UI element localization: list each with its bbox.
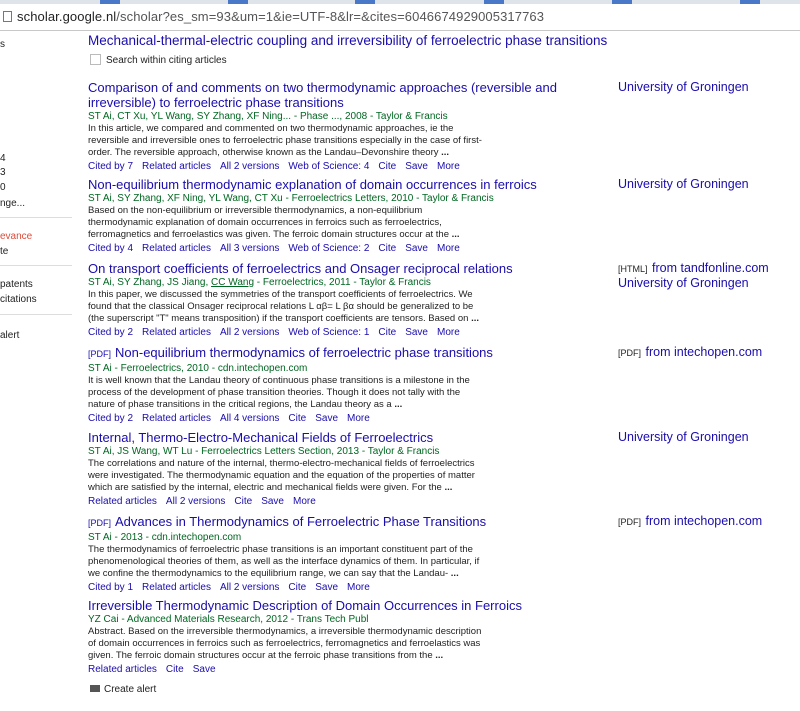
side-link-text: from intechopen.com: [645, 514, 763, 528]
sidebar-divider: [0, 314, 72, 315]
result-authors: ST Ai, CT Xu, YL Wang, SY Zhang, XF Ning... - Phase ..., 2008 - Taylor & Francis: [88, 111, 448, 122]
versions-link[interactable]: All 3 versions: [219, 243, 280, 254]
cited-by-link[interactable]: Cited by 2: [88, 413, 134, 424]
related-articles-link[interactable]: Related articles: [88, 496, 157, 507]
result-item: [88, 177, 613, 255]
result-item: [88, 80, 613, 173]
cite-link[interactable]: Cite: [234, 496, 253, 507]
format-tag: [PDF]: [618, 348, 642, 358]
cite-link[interactable]: Cite: [378, 243, 397, 254]
left-sidebar: [0, 31, 80, 711]
result-title[interactable]: [88, 345, 613, 362]
result-title[interactable]: [88, 514, 613, 531]
snippet-ellipsis: ...: [394, 399, 403, 410]
snippet-ellipsis: ...: [441, 147, 450, 158]
result-authors: ST Ai - Ferroelectrics, 2010 - cdn.intechopen.com: [88, 363, 308, 374]
related-articles-link[interactable]: Related articles: [142, 582, 211, 593]
result-side-link[interactable]: [618, 261, 769, 276]
format-tag: [HTML]: [618, 264, 648, 274]
result-item: [88, 261, 613, 339]
result-links: [88, 412, 613, 425]
more-link[interactable]: More: [347, 413, 370, 424]
authors-text: - Ferroelectrics, 2011 - Taylor & Francis: [254, 277, 431, 288]
save-link[interactable]: Save: [315, 582, 339, 593]
result-title[interactable]: Non-equilibrium thermodynamic explanation of domain occurrences in ferroics: [88, 177, 537, 192]
result-links: [88, 160, 613, 173]
format-tag: [PDF]: [88, 518, 112, 528]
related-articles-link[interactable]: Related articles: [142, 327, 211, 338]
result-snippet: [88, 458, 488, 494]
cited-by-link[interactable]: Cited by 2: [88, 327, 134, 338]
sidebar-item-date[interactable]: te: [0, 246, 9, 257]
result-snippet: [88, 289, 488, 325]
snippet-ellipsis: ...: [471, 313, 479, 324]
save-link[interactable]: Save: [261, 496, 284, 507]
sidebar-item-alert[interactable]: alert: [0, 330, 20, 341]
save-link[interactable]: Save: [405, 243, 428, 254]
sidebar-item-citations[interactable]: citations: [0, 294, 37, 305]
result-title[interactable]: Comparison of and comments on two thermodynamic approaches (reversible and irreversible) to ferroelectric phase transitions: [88, 80, 557, 110]
save-link[interactable]: Save: [405, 161, 428, 172]
cited-by-link[interactable]: Cited by 4: [88, 243, 134, 254]
more-link[interactable]: More: [292, 496, 316, 507]
result-side-link[interactable]: University of Groningen: [618, 276, 749, 290]
result-item: [88, 430, 613, 508]
related-articles-link[interactable]: Related articles: [142, 413, 211, 424]
snippet-ellipsis: ...: [451, 229, 460, 240]
search-within-label: Search within citing articles: [106, 55, 227, 66]
result-snippet: [88, 123, 488, 159]
result-links: [88, 495, 613, 508]
result-links: [88, 581, 613, 594]
sidebar-divider: [0, 217, 72, 218]
snippet-text: The thermodynamics of ferroelectric phase transitions is an important constituent part of the phenomenological theories of them, as well as the interface dynamics of them. In particular, if we confine the thermodynamics to the equilibrium range, we can say that the Landau-: [88, 544, 480, 579]
page-icon: [3, 11, 12, 22]
address-bar[interactable]: [0, 4, 800, 31]
url-path: /scholar?es_sm=93&um=1&ie=UTF-8&lr=&cites=6046674929005317763: [116, 9, 545, 24]
snippet-text: The correlations and nature of the internal, thermo-electro-mechanical fields of ferroelectrics were investigated. The thermodynamic equation and the equation of the properties of matter which are satisfied by the internal, electric and mechanical fields were given. For the: [88, 458, 475, 493]
result-snippet: [88, 375, 488, 411]
format-tag: [PDF]: [618, 517, 642, 527]
result-links: [88, 242, 613, 255]
related-articles-link[interactable]: Related articles: [142, 243, 211, 254]
cite-link[interactable]: Cite: [165, 664, 184, 675]
snippet-ellipsis: ...: [435, 650, 444, 661]
result-snippet: [88, 626, 488, 662]
address-url[interactable]: [17, 9, 544, 24]
sidebar-item-patents[interactable]: patents: [0, 279, 33, 290]
related-articles-link[interactable]: Related articles: [142, 161, 211, 172]
result-authors: [88, 277, 613, 289]
result-authors: ST Ai, JS Wang, WT Lu - Ferroelectrics Letters Section, 2013 - Taylor & Francis: [88, 446, 440, 457]
side-link-text: from intechopen.com: [645, 345, 763, 359]
result-item: [88, 598, 613, 676]
sidebar-divider: [0, 265, 72, 266]
result-snippet: [88, 544, 488, 580]
sidebar-item[interactable]: 3: [0, 167, 6, 178]
result-side-link[interactable]: [618, 345, 762, 360]
search-within-checkbox[interactable]: [90, 54, 101, 65]
url-host: scholar.google.nl: [17, 9, 117, 24]
cite-link[interactable]: Cite: [378, 327, 397, 338]
snippet-text: In this article, we compared and commented on two thermodynamic approaches, ie the reversible and irreversible ones to ferroelectric phase transitions especially in the case of first-order. The reversible approach, otherwise known as the Landau–Devonshire theory: [88, 123, 482, 158]
more-link[interactable]: More: [347, 582, 370, 593]
create-alert-button[interactable]: [90, 684, 156, 695]
authors-text: ST Ai, SY Zhang, JS Jiang,: [88, 277, 212, 288]
cited-by-link[interactable]: Cited by 1: [88, 582, 134, 593]
web-of-science-link[interactable]: Web of Science: 2: [288, 243, 370, 254]
related-articles-link[interactable]: Related articles: [88, 664, 157, 675]
result-side-link[interactable]: [618, 514, 762, 529]
save-link[interactable]: Save: [405, 327, 428, 338]
result-authors: ST Ai, SY Zhang, XF Ning, YL Wang, CT Xu - Ferroelectrics Letters, 2010 - Taylor & Francis: [88, 193, 494, 204]
format-tag: [PDF]: [88, 349, 112, 359]
result-side-link[interactable]: University of Groningen: [618, 177, 749, 191]
sidebar-item[interactable]: 4: [0, 153, 6, 164]
more-link[interactable]: More: [437, 161, 460, 172]
result-item: [88, 345, 613, 425]
result-authors: YZ Cai - Advanced Materials Research, 2012 - Trans Tech Publ: [88, 614, 369, 625]
sidebar-item[interactable]: nge...: [0, 198, 26, 209]
versions-link[interactable]: All 2 versions: [219, 327, 280, 338]
snippet-text: It is well known that the Landau theory of continuous phase transitions is a milestone in the process of the development of phase transition theories. Though it does not tally with the nature of phase transitions in the critical regions, the Landau theory as a: [88, 375, 470, 410]
cited-by-link[interactable]: Cited by 7: [88, 161, 134, 172]
more-link[interactable]: More: [437, 327, 460, 338]
save-link[interactable]: Save: [192, 664, 216, 675]
result-links: [88, 326, 613, 339]
result-title-text: Advances in Thermodynamics of Ferroelectric Phase Transitions: [115, 514, 487, 529]
envelope-icon: [90, 685, 100, 692]
versions-link[interactable]: All 2 versions: [165, 496, 226, 507]
author-profile-link[interactable]: CC Wang: [211, 277, 255, 288]
sidebar-item[interactable]: 0: [0, 182, 6, 193]
create-alert-label: Create alert: [104, 684, 157, 695]
snippet-text: Abstract. Based on the irreversible thermodynamics, a irreversible thermodynamic description of domain occurrences in ferroics such as ferroelectrics, ferromagnetics and ferroelastics was given. The ferroic domain structures occur at the ferroic phase transitions from the: [88, 626, 482, 661]
versions-link[interactable]: All 2 versions: [219, 582, 280, 593]
sidebar-item-relevance[interactable]: evance: [0, 231, 33, 242]
search-within-toggle[interactable]: [90, 54, 227, 66]
snippet-ellipsis: ...: [450, 568, 459, 579]
web-of-science-link[interactable]: Web of Science: 1: [288, 327, 370, 338]
more-link[interactable]: More: [437, 243, 460, 254]
result-side-link[interactable]: University of Groningen: [618, 80, 749, 94]
save-link[interactable]: Save: [315, 413, 339, 424]
result-title[interactable]: Irreversible Thermodynamic Description of Domain Occurrences in Ferroics: [88, 598, 522, 613]
versions-link[interactable]: All 2 versions: [219, 161, 280, 172]
cite-link[interactable]: Cite: [288, 413, 307, 424]
result-title[interactable]: On transport coefficients of ferroelectrics and Onsager reciprocal relations: [88, 261, 513, 276]
web-of-science-link[interactable]: Web of Science: 4: [288, 161, 370, 172]
snippet-text: In this paper, we discussed the symmetries of the transport coefficients of ferroelectrics. We found that the classical Onsager reciprocal relations L αβ= L βα should be generalized to be (the superscript "T" means transposition) if the transport coefficients are tensors. Based on: [88, 289, 474, 324]
result-side-link[interactable]: University of Groningen: [618, 430, 749, 444]
versions-link[interactable]: All 4 versions: [219, 413, 280, 424]
result-authors: ST Ai - 2013 - cdn.intechopen.com: [88, 532, 242, 543]
side-link-text: from tandfonline.com: [652, 261, 769, 275]
result-item: [88, 514, 613, 594]
sidebar-item[interactable]: s: [0, 39, 5, 50]
cite-link[interactable]: Cite: [378, 161, 397, 172]
result-title[interactable]: Internal, Thermo-Electro-Mechanical Fields of Ferroelectrics: [88, 430, 434, 445]
snippet-text: Based on the non-equilibrium or irreversible thermodynamics, a non-equilibrium thermodynamic explanation of domain occurrences in ferroics such as ferroelectrics, ferromagnetics and ferroelastics was given. The ferroic domain structures occur at the: [88, 205, 449, 240]
result-snippet: [88, 205, 488, 241]
page-title[interactable]: Mechanical-thermal-electric coupling and irreversibility of ferroelectric phase transitions: [88, 33, 608, 48]
result-title-text: Non-equilibrium thermodynamics of ferroelectric phase transitions: [115, 345, 493, 360]
snippet-ellipsis: ...: [444, 482, 453, 493]
cite-link[interactable]: Cite: [288, 582, 307, 593]
result-links: [88, 663, 613, 676]
